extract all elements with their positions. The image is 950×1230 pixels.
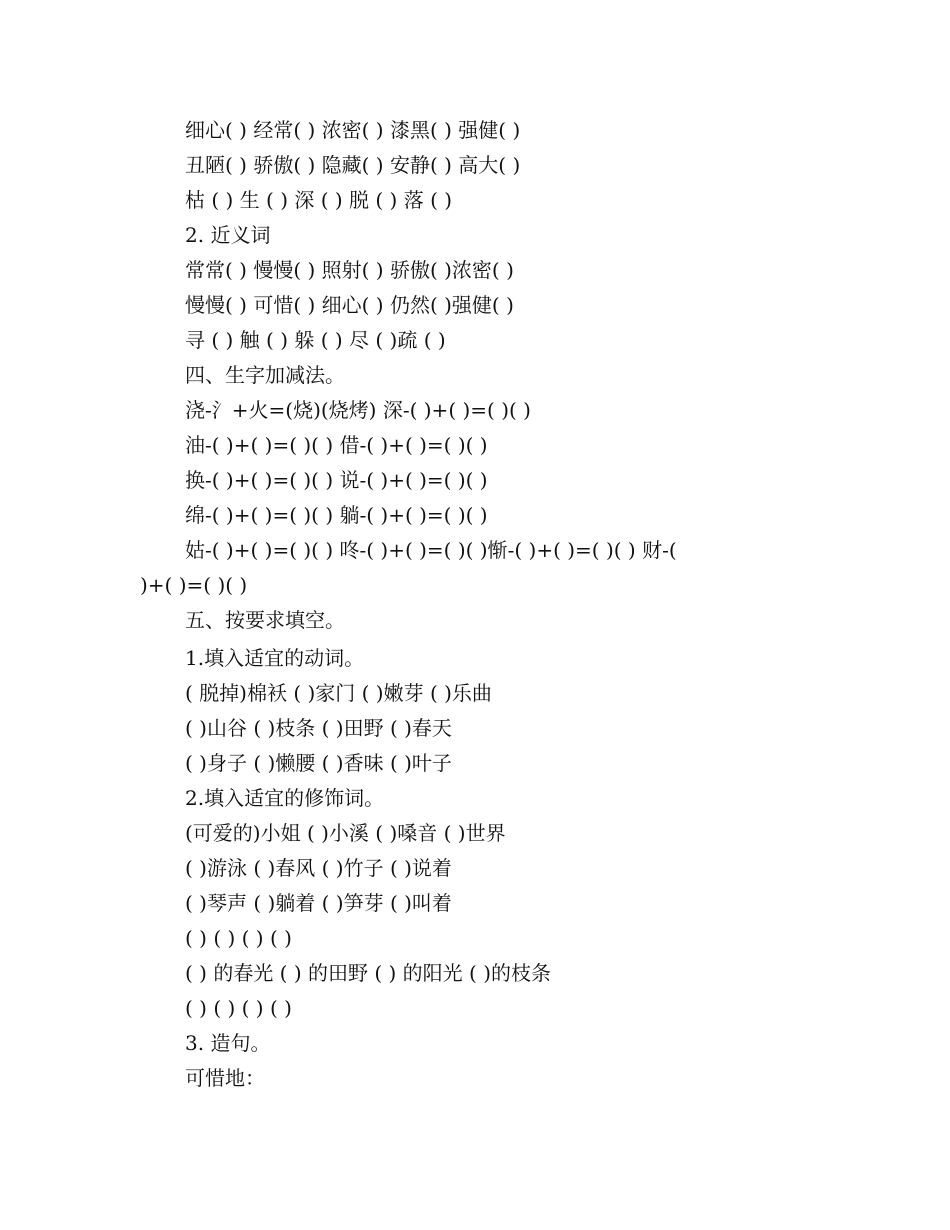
verb-row-1: ( 脱掉)棉袄 ( )家门 ( )嫩芽 ( )乐曲 xyxy=(185,681,492,705)
subheading-sentences: 3. 造句。 xyxy=(185,1031,271,1055)
character-math-row-4: 绵-( )+( )=( )( ) 躺-( )+( )=( )( ) xyxy=(185,503,488,527)
modifier-row-1: (可爱的)小姐 ( )小溪 ( )嗓音 ( )世界 xyxy=(185,821,506,845)
antonym-row-2: 丑陋( ) 骄傲( ) 隐藏( ) 安静( ) 高大( ) xyxy=(185,153,521,177)
character-math-row-5-continued: )+( )=( )( ) xyxy=(140,573,248,597)
verb-row-2: ( )山谷 ( )枝条 ( )田野 ( )春天 xyxy=(185,716,452,740)
section-heading-synonyms: 2. 近义词 xyxy=(185,223,271,247)
antonym-row-1: 细心( ) 经常( ) 浓密( ) 漆黑( ) 强健( ) xyxy=(185,118,521,142)
sentence-prompt: 可惜地： xyxy=(185,1066,265,1090)
modifier-row-3: ( )琴声 ( )躺着 ( )笋芽 ( )叫着 xyxy=(185,891,452,915)
synonym-row-1: 常常( ) 慢慢( ) 照射( ) 骄傲( )浓密( ) xyxy=(185,258,514,282)
modifier-row-6: ( ) ( ) ( ) ( ) xyxy=(185,996,292,1020)
modifier-row-2: ( )游泳 ( )春风 ( )竹子 ( )说着 xyxy=(185,856,452,880)
modifier-row-4: ( ) ( ) ( ) ( ) xyxy=(185,926,292,950)
antonym-row-3: 枯 ( ) 生 ( ) 深 ( ) 脱 ( ) 落 ( ) xyxy=(185,188,453,212)
subheading-modifiers: 2.填入适宜的修饰词。 xyxy=(185,786,385,810)
subheading-verbs: 1.填入适宜的动词。 xyxy=(185,646,365,670)
synonym-row-2: 慢慢( ) 可惜( ) 细心( ) 仍然( )强健( ) xyxy=(185,293,514,317)
verb-row-3: ( )身子 ( )懒腰 ( )香味 ( )叶子 xyxy=(185,751,452,775)
character-math-row-2: 油-( )+( )=( )( ) 借-( )+( )=( )( ) xyxy=(185,433,488,457)
section-heading-fill-in: 五、按要求填空。 xyxy=(185,608,345,632)
modifier-row-5: ( ) 的春光 ( ) 的田野 ( ) 的阳光 ( )的枝条 xyxy=(185,961,551,985)
character-math-row-3: 换-( )+( )=( )( ) 说-( )+( )=( )( ) xyxy=(185,468,488,492)
character-math-row-5: 姑-( )+( )=( )( ) 咚-( )+( )=( )( )惭-( )+( )=( )( ) 财-( xyxy=(185,538,677,562)
section-heading-character-math: 四、生字加减法。 xyxy=(185,363,345,387)
character-math-row-1: 浇-氵+火=(烧)(烧烤) 深-( )+( )=( )( ) xyxy=(185,398,531,422)
synonym-row-3: 寻 ( ) 触 ( ) 躲 ( ) 尽 ( )疏 ( ) xyxy=(185,328,446,352)
